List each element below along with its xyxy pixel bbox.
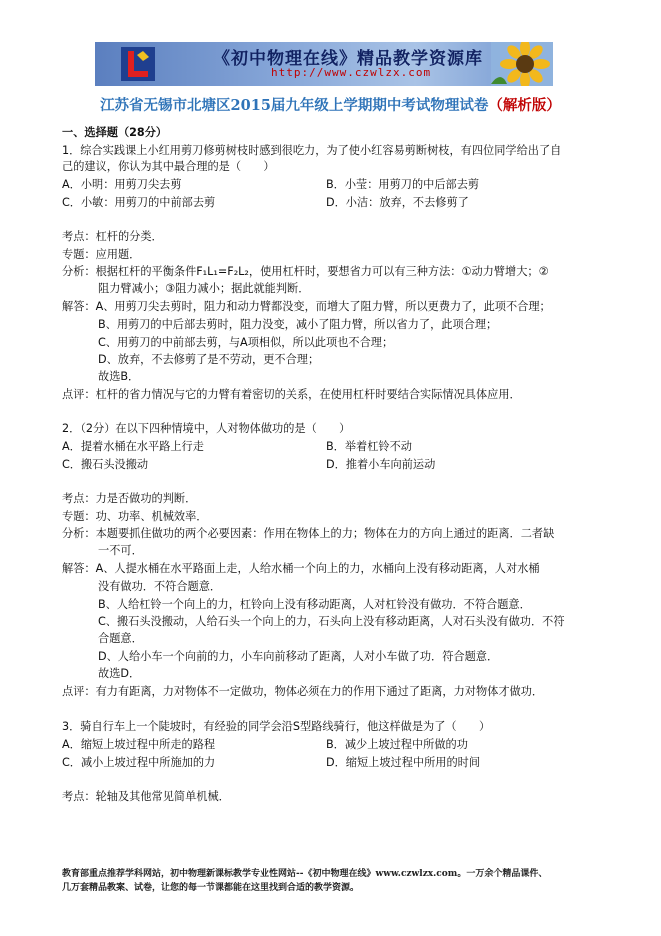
title-main: 江苏省无锡市北塘区2015届九年级上学期期中考试物理试卷	[100, 97, 489, 114]
q1-jieda-line3: C、用剪刀的中前部去剪，与A项相似，所以此项也不合理；	[98, 336, 394, 349]
q2-option-c: C．搬石头没搬动	[62, 458, 149, 471]
q2-kaodian: 考点：力是否做功的判断．	[62, 492, 197, 505]
q3-kaodian: 考点：轮轴及其他常见简单机械．	[62, 790, 230, 803]
banner-url: http://www.czwlzx.com	[271, 66, 432, 79]
document-title	[0, 94, 661, 115]
q1-kaodian: 考点：杠杆的分类．	[62, 230, 163, 243]
q2-answer: 故选D．	[98, 667, 141, 680]
q1-option-c: C．小敏：用剪刀的中前部去剪	[62, 196, 216, 209]
site-logo-icon	[121, 47, 155, 81]
q1-answer: 故选B．	[98, 370, 140, 383]
q1-dianping: 点评：杠杆的省力情况与它的力臂有着密切的关系，在使用杠杆时要结合实际情况具体应用．	[62, 388, 521, 401]
section-heading: 一、选择题（28分）	[62, 126, 168, 139]
sunflower-icon	[491, 42, 553, 86]
q1-option-a: A．小明：用剪刀尖去剪	[62, 178, 182, 191]
q1-zhuanti: 专题：应用题．	[62, 248, 141, 261]
q2-fenxi-line1: 分析：本题要抓住做功的两个必要因素：作用在物体上的力；物体在力的方向上通过的距离．二者缺	[62, 527, 555, 540]
q1-fenxi-line1: 分析：根据杠杆的平衡条件F₁L₁=F₂L₂，使用杠杆时，要想省力可以有三种方法：①动力臂增大；②	[62, 265, 549, 278]
q2-fenxi-line2: 一不可．	[98, 544, 143, 557]
q1-jieda-line1: 解答：A、用剪刀尖去剪时，阻力和动力臂都没变，而增大了阻力臂，所以更费力了，此项不合理；	[62, 300, 551, 313]
q2-jieda-line3: B、人给杠铃一个向上的力，杠铃向上没有移动距离，人对杠铃没有做功．不符合题意．	[98, 598, 531, 611]
q2-jieda-line6: D、人给小车一个向前的力，小车向前移动了距离，人对小车做了功．符合题意．	[98, 650, 499, 663]
q2-jieda-line4: C、搬石头没搬动，人给石头一个向上的力，石头向上没有移动距离，人对石头没有做功．不符	[98, 615, 565, 628]
q1-jieda-line4: D、放弃，不去修剪了是不劳动，更不合理；	[98, 353, 320, 366]
q3-option-c: C．减小上坡过程中所施加的力	[62, 756, 216, 769]
q3-option-d: D．缩短上坡过程中所用的时间	[326, 756, 481, 769]
q1-option-b: B．小莹：用剪刀的中后部去剪	[326, 178, 480, 191]
banner-title: 《初中物理在线》精品教学资源库	[213, 49, 483, 69]
header-banner	[95, 42, 553, 86]
q3-stem: 3．骑自行车上一个陡坡时，有经验的同学会沿S型路线骑行，他这样做是为了（ ）	[62, 720, 491, 733]
q1-stem-line1: 1．综合实践课上小红用剪刀修剪树枝时感到很吃力，为了使小红容易剪断树枝，有四位同学给出了自	[62, 144, 562, 157]
footer-line2: 几万套精品教案、试卷，让您的每一节课都能在这里找到合适的教学资源。	[62, 883, 360, 893]
q3-option-b: B．减少上坡过程中所做的功	[326, 738, 468, 751]
footer-line1: 教育部重点推荐学科网站，初中物理新课标教学专业性网站--《初中物理在线》www.czwlzx.com。一万余个精品课件、	[62, 869, 548, 879]
q1-stem-line2: 己的建议，你认为其中最合理的是（ ）	[62, 160, 275, 173]
q2-dianping: 点评：有力有距离，力对物体不一定做功，物体必须在力的作用下通过了距离，力对物体才做功．	[62, 685, 544, 698]
q3-option-a: A．缩短上坡过程中所走的路程	[62, 738, 216, 751]
q2-option-d: D．推着小车向前运动	[326, 458, 436, 471]
q2-zhuanti: 专题：功、功率、机械效率．	[62, 510, 208, 523]
title-highlight: （解析版）	[488, 97, 561, 114]
q2-jieda-line2: 没有做功．不符合题意．	[98, 580, 222, 593]
q1-fenxi-line2: 阻力臂减小；③阻力减小；据此就能判断．	[98, 282, 310, 295]
q2-jieda-line5: 合题意．	[98, 632, 143, 645]
q2-stem: 2．（2分）在以下四种情境中，人对物体做功的是（ ）	[62, 422, 351, 435]
q1-option-d: D．小洁：放弃，不去修剪了	[326, 196, 469, 209]
q1-jieda-line2: B、用剪刀的中后部去剪时，阻力没变，减小了阻力臂，所以省力了，此项合理；	[98, 318, 498, 331]
q2-option-b: B．举着杠铃不动	[326, 440, 412, 453]
q2-option-a: A．提着水桶在水平路上行走	[62, 440, 204, 453]
q2-jieda-line1: 解答：A、人提水桶在水平路面上走，人给水桶一个向上的力，水桶向上没有移动距离，人对水桶	[62, 562, 540, 575]
